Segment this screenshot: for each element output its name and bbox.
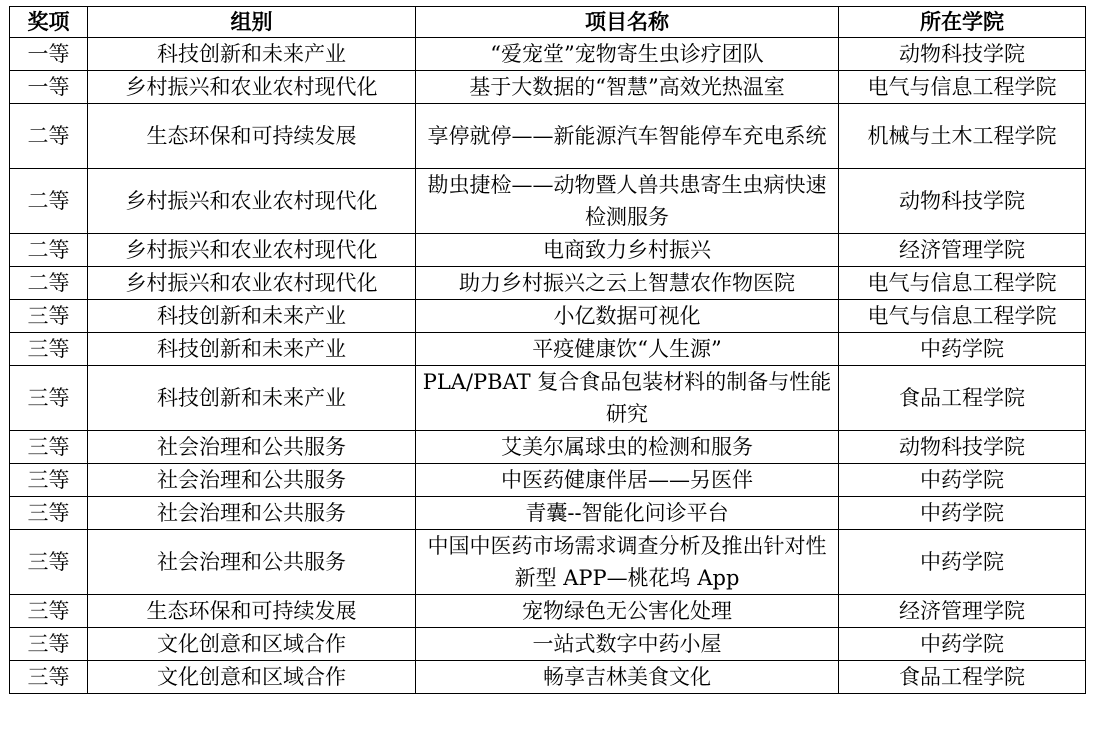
award-cell: 一等 xyxy=(10,71,88,104)
table-row xyxy=(10,71,1086,104)
award-cell: 二等 xyxy=(10,104,88,169)
table-row xyxy=(10,169,1086,234)
group-cell: 生态环保和可持续发展 xyxy=(88,104,416,169)
project-cell: “爱宠堂”宠物寄生虫诊疗团队 xyxy=(416,38,839,71)
group-cell: 乡村振兴和农业农村现代化 xyxy=(88,169,416,234)
group-cell: 科技创新和未来产业 xyxy=(88,333,416,366)
award-cell: 三等 xyxy=(10,628,88,661)
table-row xyxy=(10,595,1086,628)
group-cell: 文化创意和区域合作 xyxy=(88,661,416,694)
award-cell: 二等 xyxy=(10,267,88,300)
award-cell: 一等 xyxy=(10,38,88,71)
college-cell: 电气与信息工程学院 xyxy=(839,300,1086,333)
header-group: 组别 xyxy=(88,7,416,38)
project-cell: 勘虫捷检——动物暨人兽共患寄生虫病快速检测服务 xyxy=(416,169,839,234)
project-cell: 平疫健康饮“人生源” xyxy=(416,333,839,366)
college-cell: 经济管理学院 xyxy=(839,234,1086,267)
group-cell: 科技创新和未来产业 xyxy=(88,38,416,71)
college-cell: 电气与信息工程学院 xyxy=(839,267,1086,300)
project-cell: 艾美尔属球虫的检测和服务 xyxy=(416,431,839,464)
table-row xyxy=(10,530,1086,595)
project-cell: 享停就停——新能源汽车智能停车充电系统 xyxy=(416,104,839,169)
table-row xyxy=(10,628,1086,661)
group-cell: 文化创意和区域合作 xyxy=(88,628,416,661)
award-cell: 三等 xyxy=(10,661,88,694)
group-cell: 乡村振兴和农业农村现代化 xyxy=(88,234,416,267)
project-cell: 基于大数据的“智慧”高效光热温室 xyxy=(416,71,839,104)
table-header-row xyxy=(10,7,1086,38)
project-cell: 青囊--智能化问诊平台 xyxy=(416,497,839,530)
table-row xyxy=(10,497,1086,530)
project-cell: 宠物绿色无公害化处理 xyxy=(416,595,839,628)
award-cell: 三等 xyxy=(10,431,88,464)
table-row xyxy=(10,104,1086,169)
table-row xyxy=(10,366,1086,431)
table-row xyxy=(10,661,1086,694)
table-row xyxy=(10,267,1086,300)
table-row xyxy=(10,431,1086,464)
project-cell: 电商致力乡村振兴 xyxy=(416,234,839,267)
college-cell: 动物科技学院 xyxy=(839,38,1086,71)
header-project: 项目名称 xyxy=(416,7,839,38)
project-cell: PLA/PBAT 复合食品包装材料的制备与性能研究 xyxy=(416,366,839,431)
award-cell: 二等 xyxy=(10,234,88,267)
table-row xyxy=(10,464,1086,497)
group-cell: 乡村振兴和农业农村现代化 xyxy=(88,71,416,104)
award-cell: 三等 xyxy=(10,530,88,595)
table-row xyxy=(10,333,1086,366)
college-cell: 食品工程学院 xyxy=(839,661,1086,694)
group-cell: 生态环保和可持续发展 xyxy=(88,595,416,628)
award-cell: 三等 xyxy=(10,333,88,366)
award-cell: 三等 xyxy=(10,300,88,333)
award-cell: 三等 xyxy=(10,464,88,497)
college-cell: 中药学院 xyxy=(839,464,1086,497)
group-cell: 社会治理和公共服务 xyxy=(88,431,416,464)
college-cell: 动物科技学院 xyxy=(839,431,1086,464)
award-cell: 三等 xyxy=(10,366,88,431)
college-cell: 动物科技学院 xyxy=(839,169,1086,234)
group-cell: 科技创新和未来产业 xyxy=(88,300,416,333)
award-results-table xyxy=(9,6,1086,694)
group-cell: 社会治理和公共服务 xyxy=(88,530,416,595)
college-cell: 食品工程学院 xyxy=(839,366,1086,431)
college-cell: 中药学院 xyxy=(839,333,1086,366)
college-cell: 中药学院 xyxy=(839,628,1086,661)
group-cell: 社会治理和公共服务 xyxy=(88,464,416,497)
award-cell: 三等 xyxy=(10,595,88,628)
college-cell: 经济管理学院 xyxy=(839,595,1086,628)
group-cell: 乡村振兴和农业农村现代化 xyxy=(88,267,416,300)
college-cell: 机械与土木工程学院 xyxy=(839,104,1086,169)
award-cell: 二等 xyxy=(10,169,88,234)
award-cell: 三等 xyxy=(10,497,88,530)
group-cell: 科技创新和未来产业 xyxy=(88,366,416,431)
college-cell: 中药学院 xyxy=(839,530,1086,595)
header-award: 奖项 xyxy=(10,7,88,38)
project-cell: 畅享吉林美食文化 xyxy=(416,661,839,694)
college-cell: 电气与信息工程学院 xyxy=(839,71,1086,104)
project-cell: 中医药健康伴居——另医伴 xyxy=(416,464,839,497)
table-row xyxy=(10,300,1086,333)
group-cell: 社会治理和公共服务 xyxy=(88,497,416,530)
header-college: 所在学院 xyxy=(839,7,1086,38)
project-cell: 一站式数字中药小屋 xyxy=(416,628,839,661)
project-cell: 中国中医药市场需求调查分析及推出针对性新型 APP—桃花坞 App xyxy=(416,530,839,595)
project-cell: 小亿数据可视化 xyxy=(416,300,839,333)
table-row xyxy=(10,234,1086,267)
project-cell: 助力乡村振兴之云上智慧农作物医院 xyxy=(416,267,839,300)
table-row xyxy=(10,38,1086,71)
college-cell: 中药学院 xyxy=(839,497,1086,530)
